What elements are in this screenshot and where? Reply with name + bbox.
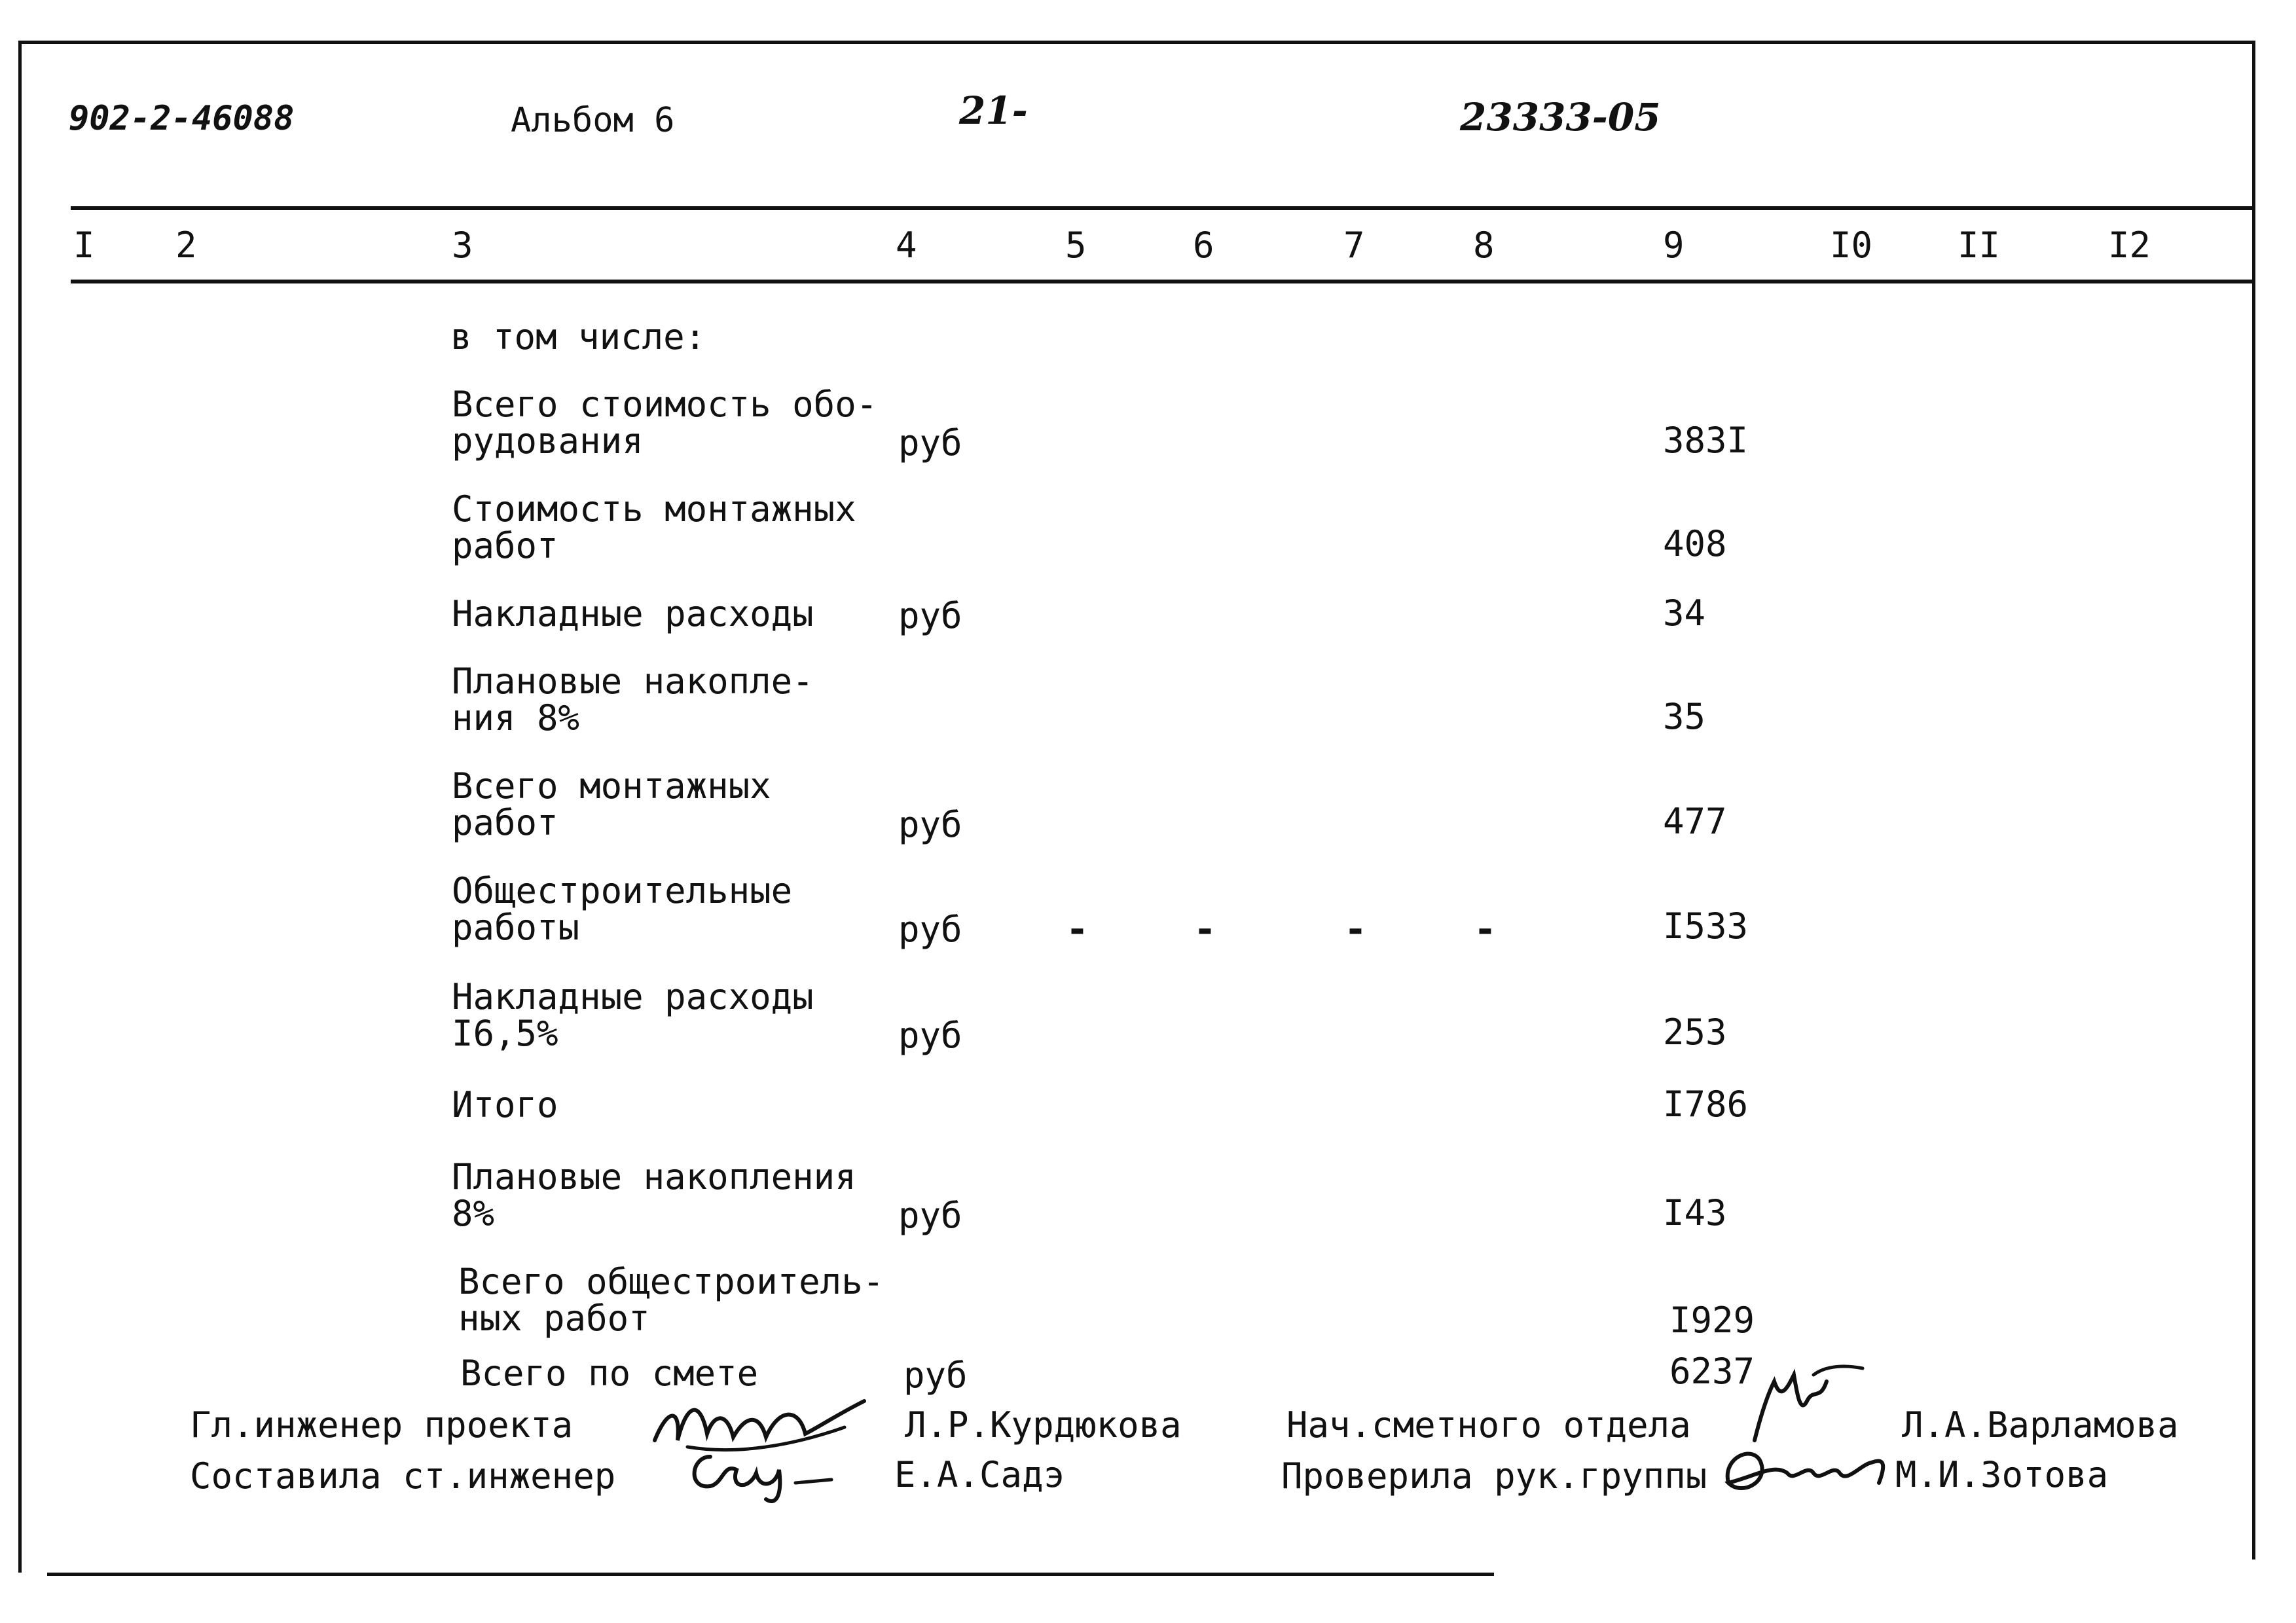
signature-checked xyxy=(1715,1437,1892,1503)
frame-bottom xyxy=(47,1573,1494,1576)
column-header: 7 xyxy=(1343,225,1365,266)
row-value: 253 xyxy=(1663,1012,1727,1053)
row-value: I929 xyxy=(1669,1300,1755,1341)
column-header: 2 xyxy=(175,225,197,266)
header-rule-top xyxy=(71,206,2255,210)
row-value: 34 xyxy=(1663,593,1706,634)
row-description-line: Накладные расходы xyxy=(452,976,814,1017)
frame-right xyxy=(2252,41,2255,1559)
row-description-line: 8% xyxy=(452,1193,495,1234)
row-dash: - xyxy=(1194,907,1216,951)
checked-title: Проверила рук.группы xyxy=(1281,1455,1707,1497)
frame-left xyxy=(18,41,22,1573)
row-description xyxy=(452,663,814,737)
row-description xyxy=(452,1084,558,1125)
column-header: 6 xyxy=(1193,225,1214,266)
row-description-line: ных работ xyxy=(458,1298,650,1339)
frame-top xyxy=(18,41,2252,44)
checked-name: М.И.Зотова xyxy=(1895,1454,2109,1495)
row-description xyxy=(452,765,771,843)
compiled-title: Составила ст.инженер xyxy=(190,1455,616,1497)
row-description-line: I6,5% xyxy=(452,1013,558,1054)
column-header: I2 xyxy=(2108,225,2151,266)
column-header: II xyxy=(1958,225,2001,266)
album-label: Альбом 6 xyxy=(511,101,675,140)
row-description-line: Всего общестроитель- xyxy=(458,1261,884,1302)
signature-dept-head xyxy=(1735,1362,1866,1447)
row-value: 6237 xyxy=(1669,1351,1755,1392)
column-header: 8 xyxy=(1473,225,1495,266)
row-description-line: рудования xyxy=(452,420,644,462)
column-header: 5 xyxy=(1065,225,1087,266)
row-unit: руб xyxy=(898,909,962,950)
chief-engineer-title: Гл.инженер проекта xyxy=(190,1404,574,1446)
row-value: 477 xyxy=(1663,801,1727,842)
dept-head-name: Л.А.Варламова xyxy=(1902,1404,2179,1446)
row-value: I786 xyxy=(1663,1084,1749,1125)
column-header: 9 xyxy=(1663,225,1685,266)
row-description-line: работ xyxy=(452,802,558,843)
row-description xyxy=(452,593,814,634)
row-description-line: ния 8% xyxy=(452,697,580,739)
row-unit: руб xyxy=(898,804,962,845)
row-value: 408 xyxy=(1663,523,1727,564)
row-description-line: Итого xyxy=(452,1084,558,1125)
row-description-line: Всего монтажных xyxy=(452,765,771,807)
column-header: I xyxy=(73,225,95,266)
row-description-line: Накладные расходы xyxy=(452,593,814,634)
chief-engineer-name: Л.Р.Курдюкова xyxy=(905,1404,1182,1446)
column-header: 3 xyxy=(452,225,473,266)
row-dash: - xyxy=(1474,907,1497,951)
row-description xyxy=(452,386,877,460)
row-unit: руб xyxy=(898,1195,962,1236)
column-header: I0 xyxy=(1830,225,1873,266)
section-title: в том числе: xyxy=(450,316,706,357)
row-value: 383I xyxy=(1663,420,1749,461)
doc-code: 902-2-46088 xyxy=(69,99,295,138)
row-description xyxy=(452,976,814,1054)
header-rule-bottom xyxy=(71,280,2255,283)
dept-head-title: Нач.сметного отдела xyxy=(1286,1404,1691,1446)
row-unit: руб xyxy=(898,595,962,636)
row-description xyxy=(452,488,856,566)
row-description-line: Всего по смете xyxy=(460,1353,759,1394)
row-description-line: работы xyxy=(452,907,580,948)
row-unit: руб xyxy=(903,1355,968,1396)
column-header: 4 xyxy=(896,225,917,266)
row-description-line: Плановые накопле- xyxy=(452,661,814,702)
row-unit: руб xyxy=(898,1015,962,1056)
row-value: I43 xyxy=(1663,1192,1727,1233)
row-dash: - xyxy=(1344,907,1367,951)
row-value: I533 xyxy=(1663,905,1749,947)
row-description-line: Всего стоимость обо- xyxy=(452,384,878,425)
row-description xyxy=(458,1261,884,1339)
page-number: 21- xyxy=(959,88,1028,133)
row-description xyxy=(452,870,793,948)
compiled-name: Е.А.Садэ xyxy=(894,1454,1065,1495)
row-description-line: Стоимость монтажных xyxy=(452,488,856,530)
row-unit: руб xyxy=(898,422,962,464)
row-description-line: работ xyxy=(452,525,558,566)
row-dash: - xyxy=(1066,907,1089,951)
signature-compiled xyxy=(684,1444,841,1503)
row-value: 35 xyxy=(1663,696,1706,737)
row-description xyxy=(452,1156,856,1234)
row-description xyxy=(460,1355,758,1392)
archive-number: 23333-05 xyxy=(1460,95,1661,139)
row-description-line: Плановые накопления xyxy=(452,1156,856,1197)
row-description-line: Общестроительные xyxy=(452,870,793,911)
